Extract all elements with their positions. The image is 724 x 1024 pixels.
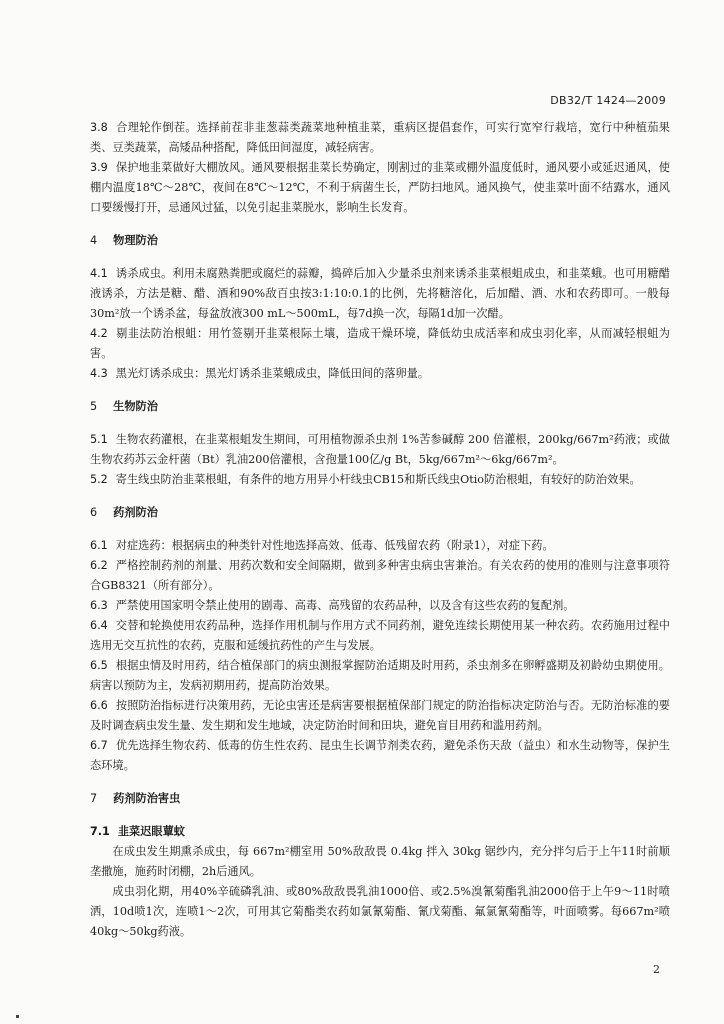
clause-number: 6.5 xyxy=(90,659,108,672)
section-number: 6 xyxy=(90,506,98,519)
scan-artifact xyxy=(16,1015,19,1018)
subsection-number: 7.1 xyxy=(90,825,110,838)
clause-text: 黑光灯诱杀成虫：黑光灯诱杀韭菜蛾成虫，降低田间的落卵量。 xyxy=(115,367,430,380)
body-paragraph: 在成虫发生期熏杀成虫，每 667m²棚室用 50%敌敌畏 0.4kg 拌入 30kg 锯纱内，充分拌匀后于上午11时前顺垄撒施，施药时闭棚，2h后通风。 xyxy=(90,845,670,878)
clause-3-9 xyxy=(90,158,670,218)
clause-number: 4.2 xyxy=(90,327,108,340)
section-title: 生物防治 xyxy=(113,400,158,413)
clause-text: 诱杀成虫。利用未腐熟粪肥或腐烂的蒜瓣，捣碎后加入少量杀虫剂来诱杀韭菜根蛆成虫，和韭菜蛾。也可用糖醋液诱杀，方法是糖、醋、酒和90%敌百虫按3:1:10:0.1的比例，先将糖溶化，后加醋、酒、水和农药即可。一般每30m²放一个诱杀盆，每盆放液300 mL～500mL，每7d换一次，每隔1d加一次醋。 xyxy=(90,267,670,320)
clause-text: 交替和轮换使用农药品种，选择作用机制与作用方式不同药剂，避免连续长期使用某一种农药。农药施用过程中选用无交互抗性的农药，克服和延缓抗药性的产生与发展。 xyxy=(90,619,670,652)
clause-4-2 xyxy=(90,324,670,364)
clause-text: 严格控制药剂的剂量、用药次数和安全间隔期，做到多种害虫病虫害兼治。有关农药的使用的准则与注意事项符合GB8321（所有部分）。 xyxy=(90,559,670,592)
section-number: 7 xyxy=(90,792,98,805)
clause-number: 6.3 xyxy=(90,599,108,612)
section-heading-4 xyxy=(90,231,670,251)
section-title: 药剂防治 xyxy=(113,506,158,519)
clause-5-1 xyxy=(90,430,670,470)
clause-text: 寄生线虫防治韭菜根蛆，有条件的地方用异小杆线虫CB15和斯氏线虫Otio防治根蛆，有较好的防治效果。 xyxy=(115,473,641,486)
subsection-heading-7-1 xyxy=(90,822,670,842)
clause-number: 6.1 xyxy=(90,539,108,552)
clause-6-5 xyxy=(90,656,670,696)
clause-number: 4.1 xyxy=(90,267,108,280)
document-body xyxy=(90,118,670,942)
clause-text: 按照防治指标进行决策用药，无论虫害还是病害要根据植保部门规定的防治指标决定防治与否。无防治标准的要及时调查病虫发生量、发生期和发生地域，决定防治时间和田块，避免盲目用药和滥用药剂。 xyxy=(90,699,670,732)
clause-number: 6.4 xyxy=(90,619,108,632)
document-code: DB32/T 1424—2009 xyxy=(550,94,666,107)
clause-3-8 xyxy=(90,118,670,158)
section-heading-5 xyxy=(90,397,670,417)
clause-text: 生物农药灌根，在韭菜根蛆发生期间，可用植物源杀虫剂 1%苦参碱醇 200 倍灌根，200kg/667m²药液；或做生物农药苏云金杆菌（Bt）乳油200倍灌根，含孢量100亿/g Bt，5kg/667m²～6kg/667m²。 xyxy=(90,433,670,466)
page-number: 2 xyxy=(653,963,660,976)
clause-number: 6.2 xyxy=(90,559,108,572)
clause-6-7 xyxy=(90,736,670,776)
body-paragraph: 成虫羽化期，用40%辛硫磷乳油、或80%敌敌畏乳油1000倍、或2.5%溴氰菊酯乳油2000倍于上午9～11时喷洒，10d喷1次，连喷1～2次，可用其它菊酯类农药如氯氰菊酯、氰戊菊酯、氟氯氰菊酯等，叶面喷雾。每667m²喷40kg～50kg药液。 xyxy=(90,885,670,938)
subsection-title: 韭菜迟眼蕈蚊 xyxy=(117,825,185,838)
clause-6-1 xyxy=(90,536,670,556)
clause-6-4 xyxy=(90,616,670,656)
clause-number: 4.3 xyxy=(90,367,108,380)
clause-number: 3.8 xyxy=(90,121,108,134)
clause-number: 3.9 xyxy=(90,161,108,174)
section-heading-7 xyxy=(90,789,670,809)
clause-text: 优先选择生物农药、低毒的仿生性农药、昆虫生长调节剂类农药，避免杀伤天敌（益虫）和水生动物等，保护生态环境。 xyxy=(90,739,670,772)
clause-5-2 xyxy=(90,470,670,490)
section-heading-6 xyxy=(90,503,670,523)
clause-number: 6.7 xyxy=(90,739,108,752)
clause-text: 保护地韭菜做好大棚放风。通风要根据韭菜长势确定，刚割过的韭菜或棚外温度低时，通风要小或延迟通风，使棚内温度18℃～28℃，夜间在8℃～12℃，不利于病菌生长，严防扫地风。通风换气，使韭菜叶面不结露水，通风口要缓慢打开，忌通风过猛，以免引起韭菜脱水，影响生长发育。 xyxy=(90,161,670,214)
clause-text: 剔韭法防治根蛆：用竹签剔开韭菜根际土壤，造成干燥环境，降低幼虫成活率和成虫羽化率，从而减轻根蛆为害。 xyxy=(90,327,670,360)
clause-4-1 xyxy=(90,264,670,324)
clause-4-3 xyxy=(90,364,670,384)
clause-text: 合理轮作倒茬。选择前茬非韭葱蒜类蔬菜地种植韭菜，重病区提倡套作，可实行宽窄行栽培，宽行中种植茄果类、豆类蔬菜，高矮品种搭配，降低田间湿度，减轻病害。 xyxy=(90,121,670,154)
clause-6-6 xyxy=(90,696,670,736)
clause-number: 5.2 xyxy=(90,473,108,486)
clause-text: 严禁使用国家明令禁止使用的剧毒、高毒、高残留的农药品种，以及含有这些农药的复配剂。 xyxy=(115,599,575,612)
clause-6-2 xyxy=(90,556,670,596)
clause-text: 根据虫情及时用药，结合植保部门的病虫测报掌握防治适期及时用药，杀虫剂多在卵孵盛期及初龄幼虫期使用。病害以预防为主，发病初期用药，提高防治效果。 xyxy=(90,659,670,692)
clause-number: 5.1 xyxy=(90,433,108,446)
clause-number: 6.6 xyxy=(90,699,108,712)
section-title: 药剂防治害虫 xyxy=(113,792,181,805)
section-title: 物理防治 xyxy=(113,234,158,247)
section-number: 4 xyxy=(90,234,98,247)
section-number: 5 xyxy=(90,400,98,413)
clause-text: 对症选药：根据病虫的种类针对性地选择高效、低毒、低残留农药（附录1），对症下药。 xyxy=(115,539,554,552)
clause-6-3 xyxy=(90,596,670,616)
